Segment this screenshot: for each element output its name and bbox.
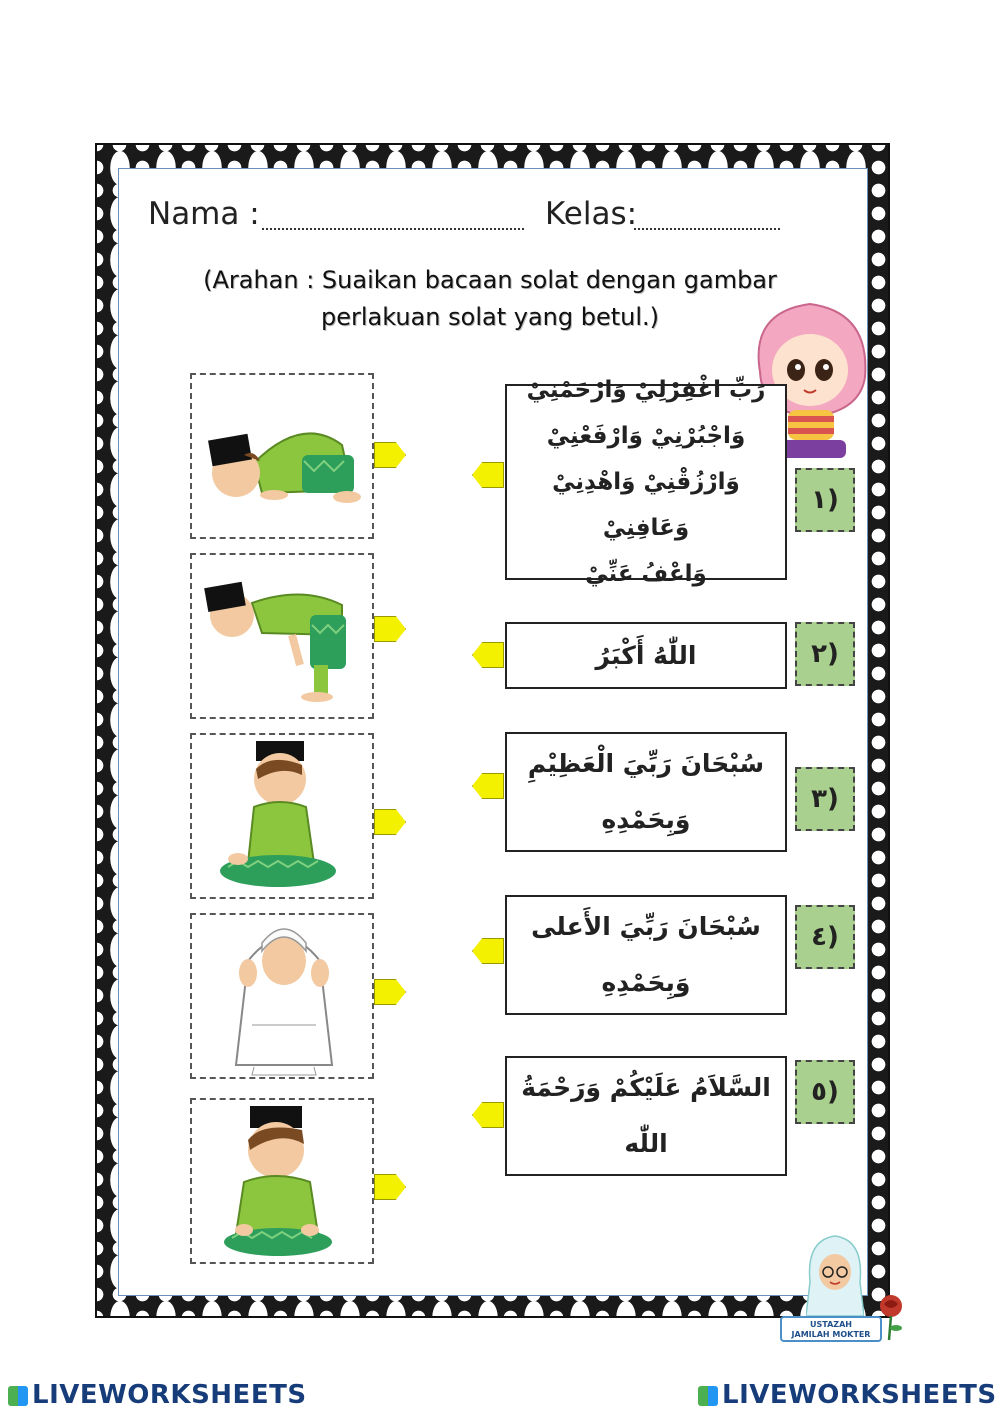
recitation-line: وَاجْبُرْنِيْ وَارْفَعْنِيْ — [546, 423, 746, 449]
liveworksheets-badge-icon — [8, 1386, 28, 1406]
recitation-line: السَّلاَمُ عَلَيْكُمْ وَرَحْمَةُ — [521, 1073, 771, 1102]
recitation-line: اللّٰهُ أَكْبَرُ — [595, 640, 697, 670]
takbir-girl-icon — [192, 915, 376, 1081]
recitation-line: وَارْزُقْنِيْ وَاهْدِنِيْ وَعَافِنِيْ — [552, 469, 740, 541]
recitation-box-4 — [505, 895, 787, 1015]
picture-card-2 — [190, 553, 374, 719]
recitation-line: رَبِّ اغْفِرْلِيْ وَارْحَمْنِيْ — [526, 377, 766, 403]
rukuk-boy-icon — [192, 555, 376, 721]
picture-card-5 — [190, 1098, 374, 1264]
ustazah-avatar-icon — [806, 1232, 864, 1316]
recitation-box-2 — [505, 622, 787, 689]
instruction-line-1: (Arahan : Suaikan bacaan solat dengan gambar — [203, 266, 777, 294]
recitation-line: سُبْحَانَ رَبِّيَ الأَعلى — [531, 912, 761, 941]
answer-number-4[interactable]: ٤) — [795, 905, 855, 969]
picture-card-1 — [190, 373, 374, 539]
name-label: Nama : — [148, 196, 260, 232]
salam-boy-icon — [192, 1100, 376, 1266]
class-field[interactable] — [634, 228, 780, 230]
credit-line-1: USTAZAH — [810, 1320, 852, 1329]
duduk-boy-icon — [192, 735, 376, 901]
picture-card-4 — [190, 913, 374, 1079]
recitation-line: اللّٰه — [624, 1129, 668, 1158]
recitation-box-5 — [505, 1056, 787, 1176]
credit-badge — [780, 1316, 882, 1342]
name-field[interactable] — [262, 228, 524, 230]
class-label: Kelas: — [545, 196, 638, 232]
answer-number-5[interactable]: ٥) — [795, 1060, 855, 1124]
instruction-line-2: perlakuan solat yang betul.) — [320, 303, 660, 331]
recitation-line: سُبْحَانَ رَبِّيَ الْعَظِيْمِ — [527, 749, 765, 778]
liveworksheets-logo-left[interactable]: LIVEWORKSHEETS — [8, 1380, 307, 1410]
sujud-boy-icon — [192, 375, 376, 541]
liveworksheets-logo-right[interactable]: LIVEWORKSHEETS — [698, 1380, 997, 1410]
recitation-line: وَاعْفُ عَنِّيْ — [585, 561, 707, 587]
rose-icon — [874, 1292, 908, 1342]
recitation-box-3 — [505, 732, 787, 852]
liveworksheets-badge-icon — [698, 1386, 718, 1406]
answer-number-3[interactable]: ٣) — [795, 767, 855, 831]
credit-line-2: JAMILAH MOKTER — [791, 1330, 871, 1339]
picture-card-3 — [190, 733, 374, 899]
answer-number-1[interactable]: ١) — [795, 468, 855, 532]
recitation-box-1 — [505, 377, 787, 587]
recitation-line: وَبِحَمْدِهِ — [601, 968, 691, 997]
answer-number-2[interactable]: ٢) — [795, 622, 855, 686]
recitation-line: وَبِحَمْدِهِ — [601, 805, 691, 834]
